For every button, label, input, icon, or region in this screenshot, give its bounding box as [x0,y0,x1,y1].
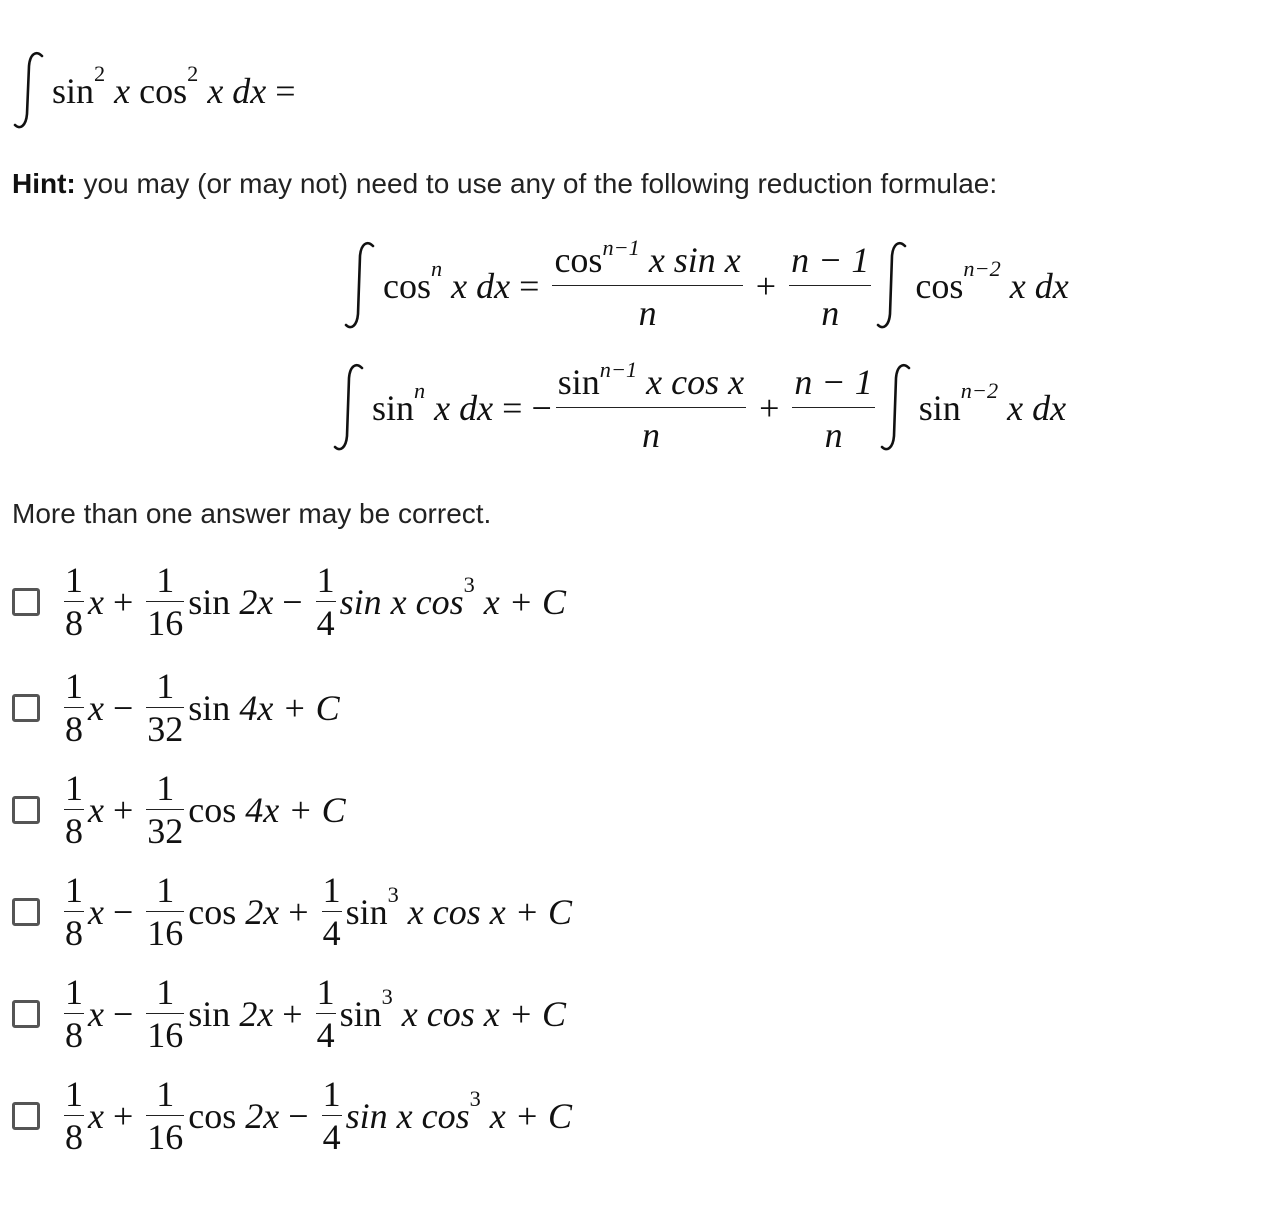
cos-equals: = [519,266,540,306]
option-3-x: x [88,789,104,830]
option-6-b-den: 16 [147,1117,184,1157]
option-2-a-den: 8 [65,709,83,749]
option-1-op2: − [282,581,303,622]
sin-rhs-rest: x dx [1007,388,1067,428]
sin-minus: − [531,388,552,428]
cos-frac1-rest: x sin x [648,239,741,280]
option-5-t1-func: sin [188,993,231,1034]
cos-frac2 [789,239,871,333]
integral-icon [879,362,913,454]
option-6-t2-pre: sin x cos [345,1095,470,1136]
option-5-t2-pre: sin [339,993,382,1034]
option-5-b-num: 1 [156,972,175,1012]
option-5-a-den: 8 [65,1015,83,1055]
sin-frac1 [556,356,746,455]
sin-frac1-rest: x cos x [646,361,745,402]
sin-rhs-func: sin [918,388,961,428]
option-2-b-num: 1 [156,666,175,706]
option-4-t2-pre: sin [345,891,388,932]
option-6-op2: − [288,1095,309,1136]
option-5-c-den: 4 [316,1015,335,1055]
question-equals: = [275,71,296,111]
option-1-op1: + [112,581,134,622]
question-var2: x [207,71,224,111]
answer-option-6[interactable] [12,1076,572,1155]
checkbox-icon[interactable] [12,1102,40,1130]
option-5-b-den: 16 [147,1015,184,1055]
sin-frac2-den: n [792,407,874,453]
cos-frac1-func: cos [554,239,603,280]
answer-option-1[interactable] [12,562,566,641]
option-3-t1-func: cos [188,789,237,830]
option-2-x: x [88,687,104,728]
cos-rhs-rest: x dx [1009,266,1069,306]
answer-option-5[interactable] [12,974,566,1053]
hint-label: Hint: [12,168,76,199]
sin-frac1-func: sin [557,361,600,402]
checkbox-icon[interactable] [12,898,40,926]
option-1-c-num: 1 [316,560,335,600]
option-6-t1-func: cos [188,1095,237,1136]
cos-frac1 [552,234,742,333]
integral-icon [875,240,909,332]
sin-equals: = [502,388,523,428]
sin-frac1-pow: n−1 [599,356,638,382]
option-3-t1-arg: 4x + C [245,789,346,830]
answer-option-4[interactable] [12,872,572,951]
option-6-t1-arg: 2x [245,1095,280,1136]
question-cos: cos [139,71,188,111]
cos-frac1-pow: n−1 [602,234,640,260]
option-1-expression: $\frac{1}{8}$ x + $\frac{1}{16}$ sin 2x − $\frac{1}{4}$ sin x cos $^3$ x + C [65,560,567,643]
option-6-a-num: 1 [65,1074,83,1114]
cos-lhs-rest: x dx [451,266,511,306]
question-var1: x [114,71,131,111]
reduction-formula-sin: sin $^n$ x dx = − $\frac{\sin^{n-1} x \cos x}{n}$ + $\frac{n - 1}{n}$ sin $^{n-2}$ x dx [332,362,1066,454]
cos-lhs-func: cos [383,266,431,306]
cos-frac1-den: n [552,285,742,331]
option-4-b-den: 16 [147,913,184,953]
reduction-formula-cos: cos $^n$ x dx = $\frac{\cos^{n-1} x \sin x}{n}$ + $\frac{n - 1}{n}$ cos $^{n-2}$ x dx [343,240,1069,332]
option-4-c-den: 4 [322,913,341,953]
option-1-x: x [88,581,104,622]
option-5-t2-post: x cos x + C [401,993,567,1034]
option-1-b-den: 16 [147,603,184,643]
checkbox-icon[interactable] [12,694,40,722]
option-4-op2: + [288,891,309,932]
option-1-a-num: 1 [65,560,83,600]
option-3-b-num: 1 [156,768,175,808]
option-5-expression: $\frac{1}{8}$ x − $\frac{1}{16}$ sin 2x + $\frac{1}{4}$ sin $^3$ x cos x + C [65,972,567,1055]
option-2-expression [60,668,340,747]
option-4-t1-arg: 2x [245,891,280,932]
option-2-op1: − [112,687,134,728]
integral-icon [332,362,366,454]
option-5-c-num: 1 [316,972,335,1012]
option-6-a-den: 8 [65,1117,83,1157]
sin-lhs-rest: x dx [434,388,494,428]
sin-plus: + [759,388,780,428]
option-5-t1-arg: 2x [239,993,274,1034]
option-3-b-den: 32 [147,811,184,851]
option-1-t1-func: sin [188,581,231,622]
question-sin: sin [52,71,95,111]
question-dx: dx [232,71,267,111]
option-3-a-den: 8 [65,811,83,851]
option-3-op1: + [112,789,134,830]
answer-option-2[interactable] [12,668,340,747]
option-6-b-num: 1 [156,1074,175,1114]
hint-text [12,168,997,200]
option-4-c-num: 1 [322,870,341,910]
option-6-c-den: 4 [322,1117,341,1157]
cos-rhs-func: cos [915,266,964,306]
option-5-op1: − [112,993,134,1034]
option-1-t2-post: x + C [483,581,567,622]
checkbox-icon[interactable] [12,1000,40,1028]
option-4-a-den: 8 [65,913,83,953]
option-1-c-den: 4 [316,603,335,643]
checkbox-icon[interactable] [12,588,40,616]
answer-option-3[interactable] [12,770,346,849]
option-4-t1-func: cos [188,891,237,932]
cos-frac2-den: n [789,285,871,331]
integral-icon [343,240,377,332]
hint-body: you may (or may not) need to use any of the following reduction formulae: [83,168,998,199]
option-4-t2-post: x cos x + C [407,891,573,932]
cos-plus: + [755,266,777,306]
multiple-answers-note: More than one answer may be correct. [12,498,492,529]
option-5-a-num: 1 [65,972,83,1012]
sin-frac2-num: n − 1 [794,361,873,402]
option-1-t2-pre: sin x cos [339,581,464,622]
option-1-b-num: 1 [156,560,175,600]
option-1-a-den: 8 [65,603,83,643]
option-4-expression: $\frac{1}{8}$ x − $\frac{1}{16}$ cos 2x + $\frac{1}{4}$ sin $^3$ x cos x + C [65,870,573,953]
question-prompt: sin $^2$ x cos $^2$ x dx = [12,50,305,132]
option-3-a-num: 1 [65,768,83,808]
sin-frac2 [792,361,874,455]
option-6-c-num: 1 [322,1074,341,1114]
option-4-a-num: 1 [65,870,83,910]
cos-frac2-num: n − 1 [791,239,870,280]
option-2-t1-arg: 4x + C [239,687,340,728]
option-6-expression: $\frac{1}{8}$ x + $\frac{1}{16}$ cos 2x − $\frac{1}{4}$ sin x cos $^3$ x + C [65,1074,573,1157]
sin-lhs-func: sin [372,388,415,428]
checkbox-icon[interactable] [12,796,40,824]
option-4-b-num: 1 [156,870,175,910]
option-6-op1: + [112,1095,134,1136]
option-1-t1-arg: 2x [239,581,274,622]
option-6-x: x [88,1095,104,1136]
option-2-a-num: 1 [65,666,83,706]
option-5-op2: + [282,993,303,1034]
option-4-x: x [88,891,104,932]
option-2-b-den: 32 [147,709,184,749]
option-5-x: x [88,993,104,1034]
option-3-expression [60,770,346,849]
integral-icon [12,50,46,132]
sin-frac1-den: n [556,407,746,453]
option-6-t2-post: x + C [489,1095,573,1136]
option-4-op1: − [112,891,134,932]
option-2-t1-func: sin [188,687,231,728]
